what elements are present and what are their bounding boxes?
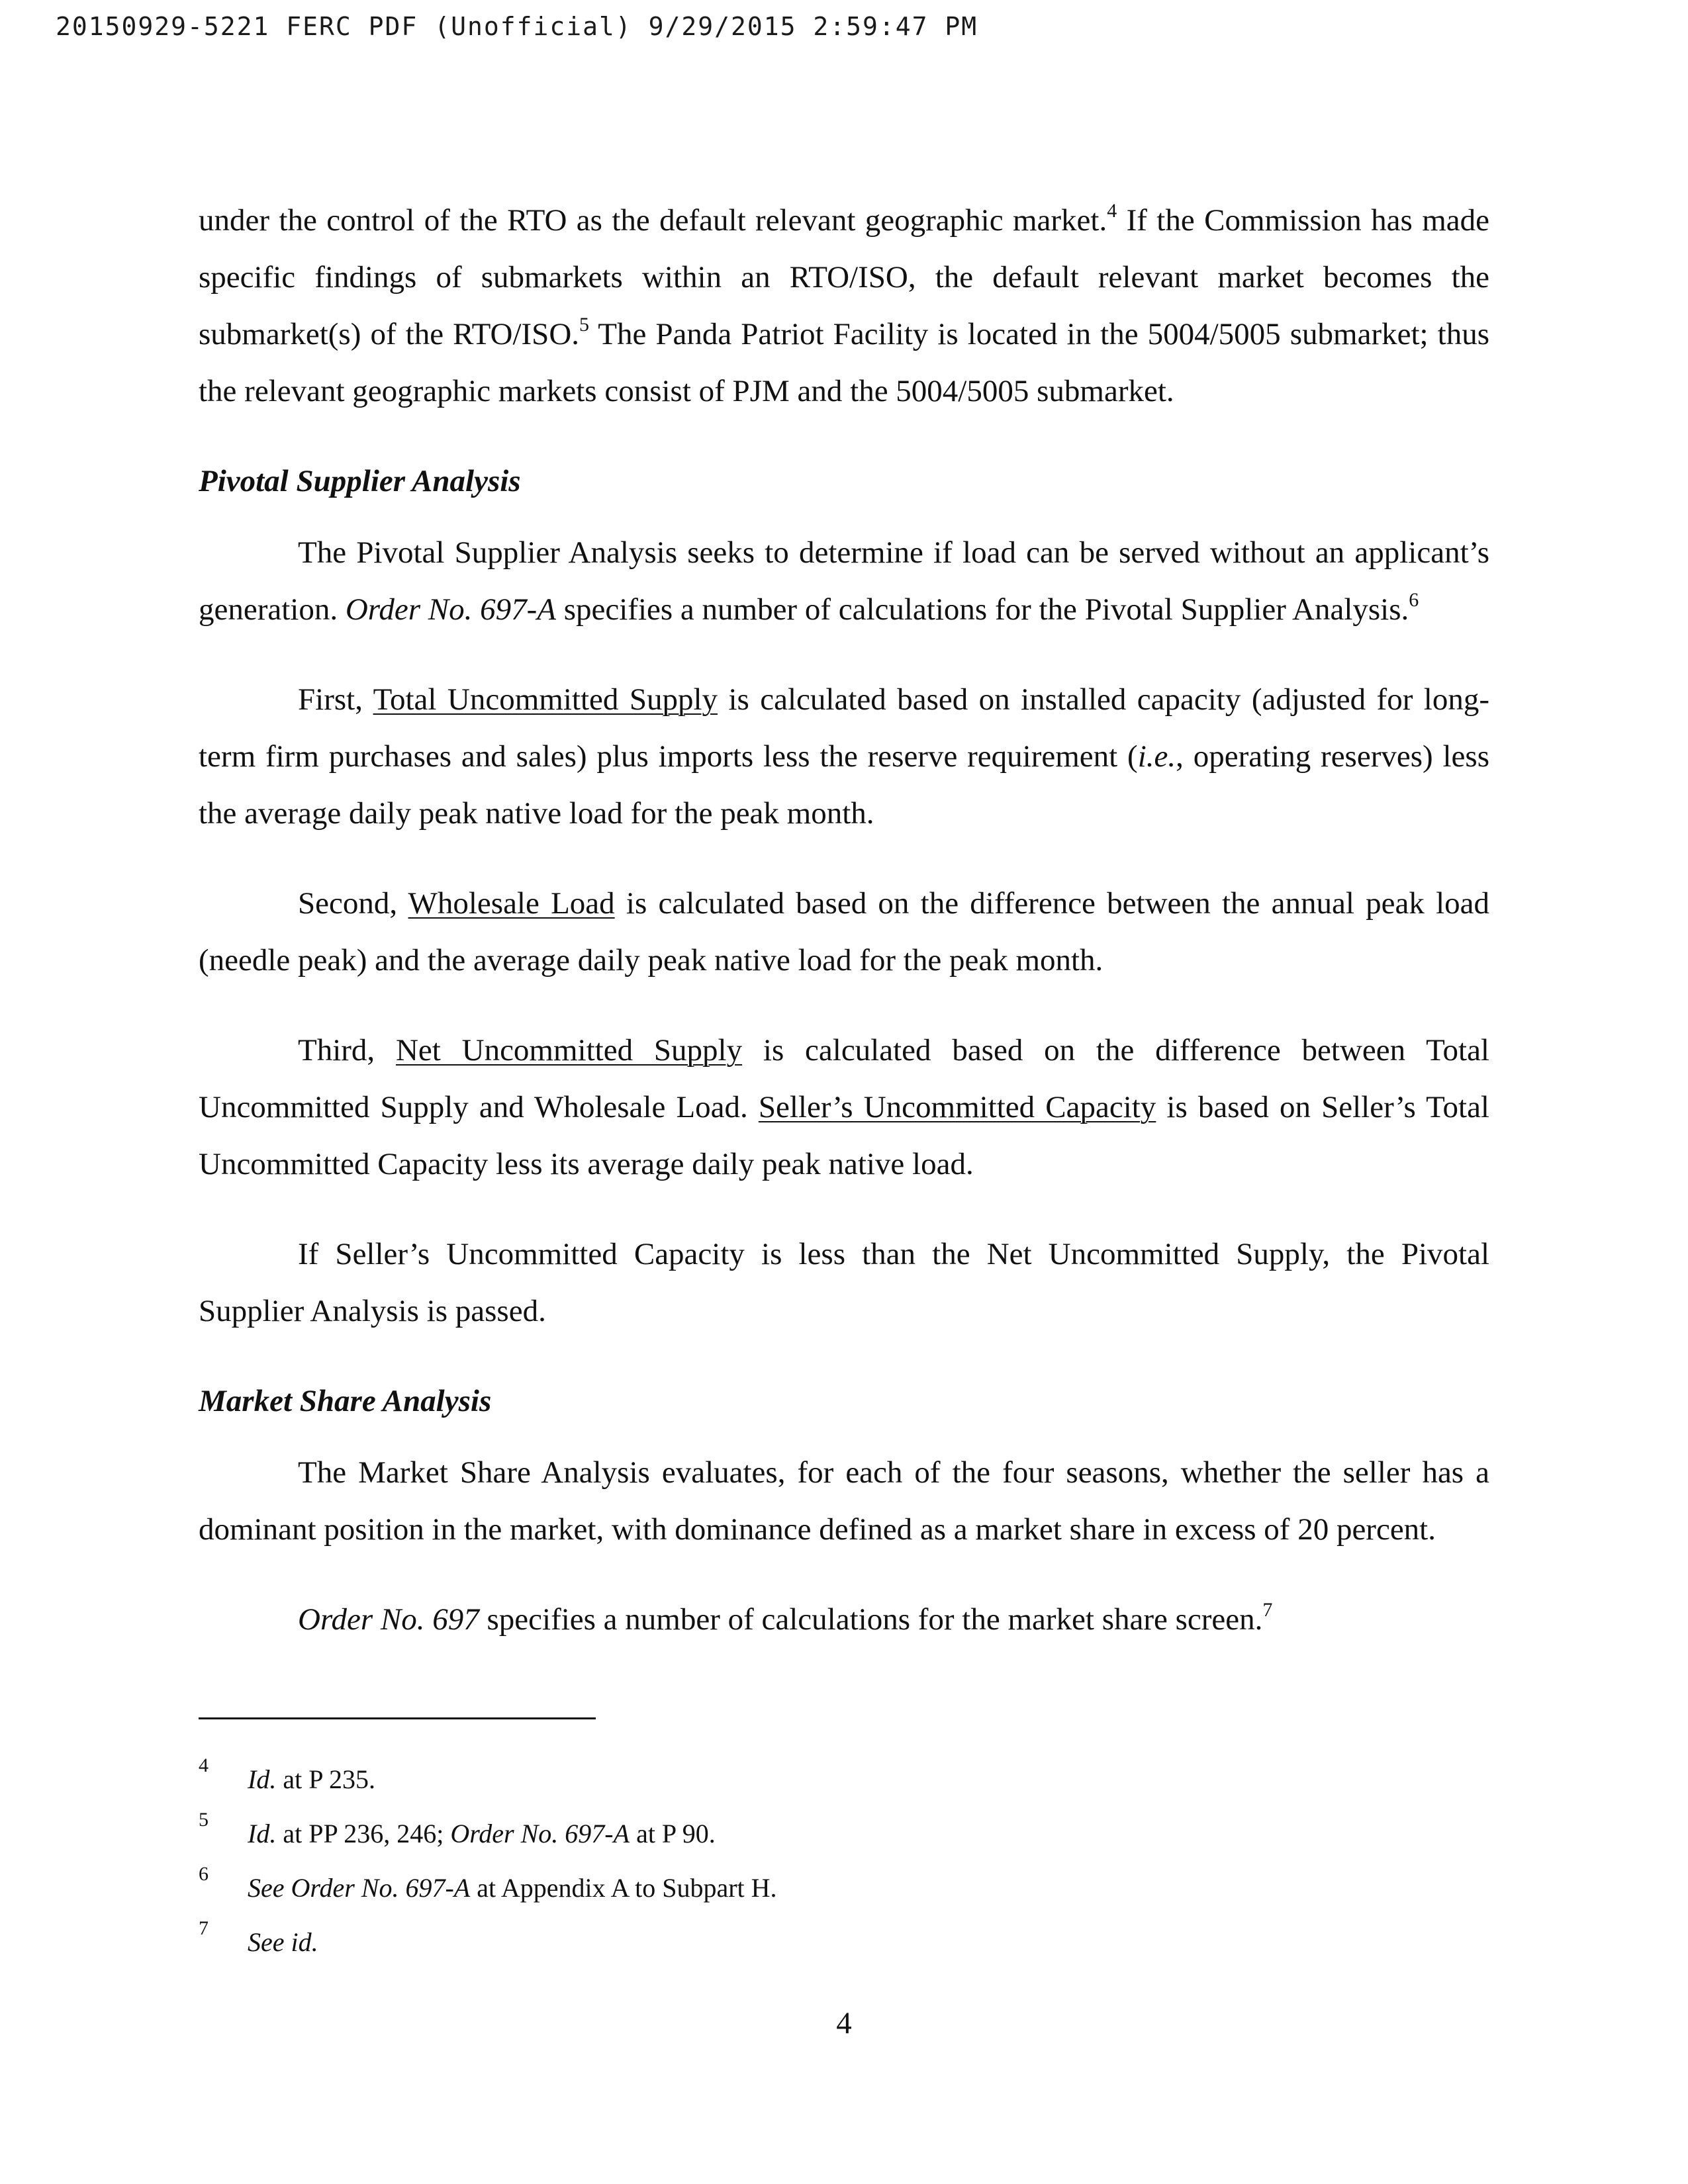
paragraph-total-uncommitted: First, Total Uncommitted Supply is calculated based on installed capacity (adjusted for long-term firm purchases and sales) plus imports less the reserve requirement (i.e., operating reserves) less the average daily peak native load for the peak month. bbox=[199, 682, 1490, 831]
page-number: 4 bbox=[836, 2006, 852, 2040]
term-sellers-uncommitted-capacity: Seller’s Uncommitted Capacity bbox=[758, 1090, 1156, 1124]
document-body bbox=[199, 192, 1489, 1648]
paragraph-wholesale-load: Second, Wholesale Load is calculated based on the difference between the annual peak load (needle peak) and the average daily peak native load for the peak month. bbox=[199, 886, 1489, 978]
paragraph-net-uncommitted: Third, Net Uncommitted Supply is calculated based on the difference between Total Uncommitted Supply and Wholesale Load. Seller’s Uncommitted Capacity is based on Seller’s Total Uncommitted Capacity less its average daily peak native load. bbox=[199, 1033, 1489, 1181]
heading-market-share: Market Share Analysis bbox=[199, 1384, 492, 1418]
paragraph-pivotal-intro: The Pivotal Supplier Analysis seeks to determine if load can be served without an applicant’s generation. Order No. 697-A specifies a number of calculations for the Pivotal Supplier Analysis.$^6$ bbox=[199, 535, 1489, 627]
footnote-ref-5[interactable]: 5 bbox=[579, 314, 590, 336]
footnote-separator bbox=[199, 1717, 596, 1719]
heading-pivotal-supplier: Pivotal Supplier Analysis bbox=[199, 464, 521, 498]
term-total-uncommitted-supply: Total Uncommitted Supply bbox=[373, 682, 718, 717]
paragraph-pivotal-passed: If Seller’s Uncommitted Capacity is less than the Net Uncommitted Supply, the Pivotal Supplier Analysis is passed. bbox=[199, 1237, 1489, 1328]
paragraph-market-share-order: Order No. 697 specifies a number of calculations for the market share screen.$^7$ bbox=[298, 1599, 1273, 1637]
paragraph-market-share-intro: The Market Share Analysis evaluates, for each of the four seasons, whether the seller has a dominant position in the market, with dominance defined as a market share in excess of 20 percent. bbox=[199, 1455, 1489, 1547]
paragraph-geographic-market: under the control of the RTO as the default relevant geographic market.$^4$ If the Commission has made specific findings of submarkets within an RTO/ISO, the default relevant market becomes the submarket(s) of the RTO/ISO.$^5$ The Panda Patriot Facility is located in the 5004/5005 submarket; thus the relevant geographic markets consist of PJM and the 5004/5005 submarket. bbox=[199, 200, 1489, 408]
footnote-ref-4[interactable]: 4 bbox=[1107, 200, 1117, 222]
footnote-ref-7[interactable]: 7 bbox=[1262, 1599, 1273, 1621]
footnote-ref-6[interactable]: 6 bbox=[1409, 589, 1419, 611]
filing-header: 20150929-5221 FERC PDF (Unofficial) 9/29/2015 2:59:47 PM bbox=[56, 12, 978, 41]
term-wholesale-load: Wholesale Load bbox=[408, 886, 615, 921]
term-net-uncommitted-supply: Net Uncommitted Supply bbox=[395, 1033, 743, 1068]
